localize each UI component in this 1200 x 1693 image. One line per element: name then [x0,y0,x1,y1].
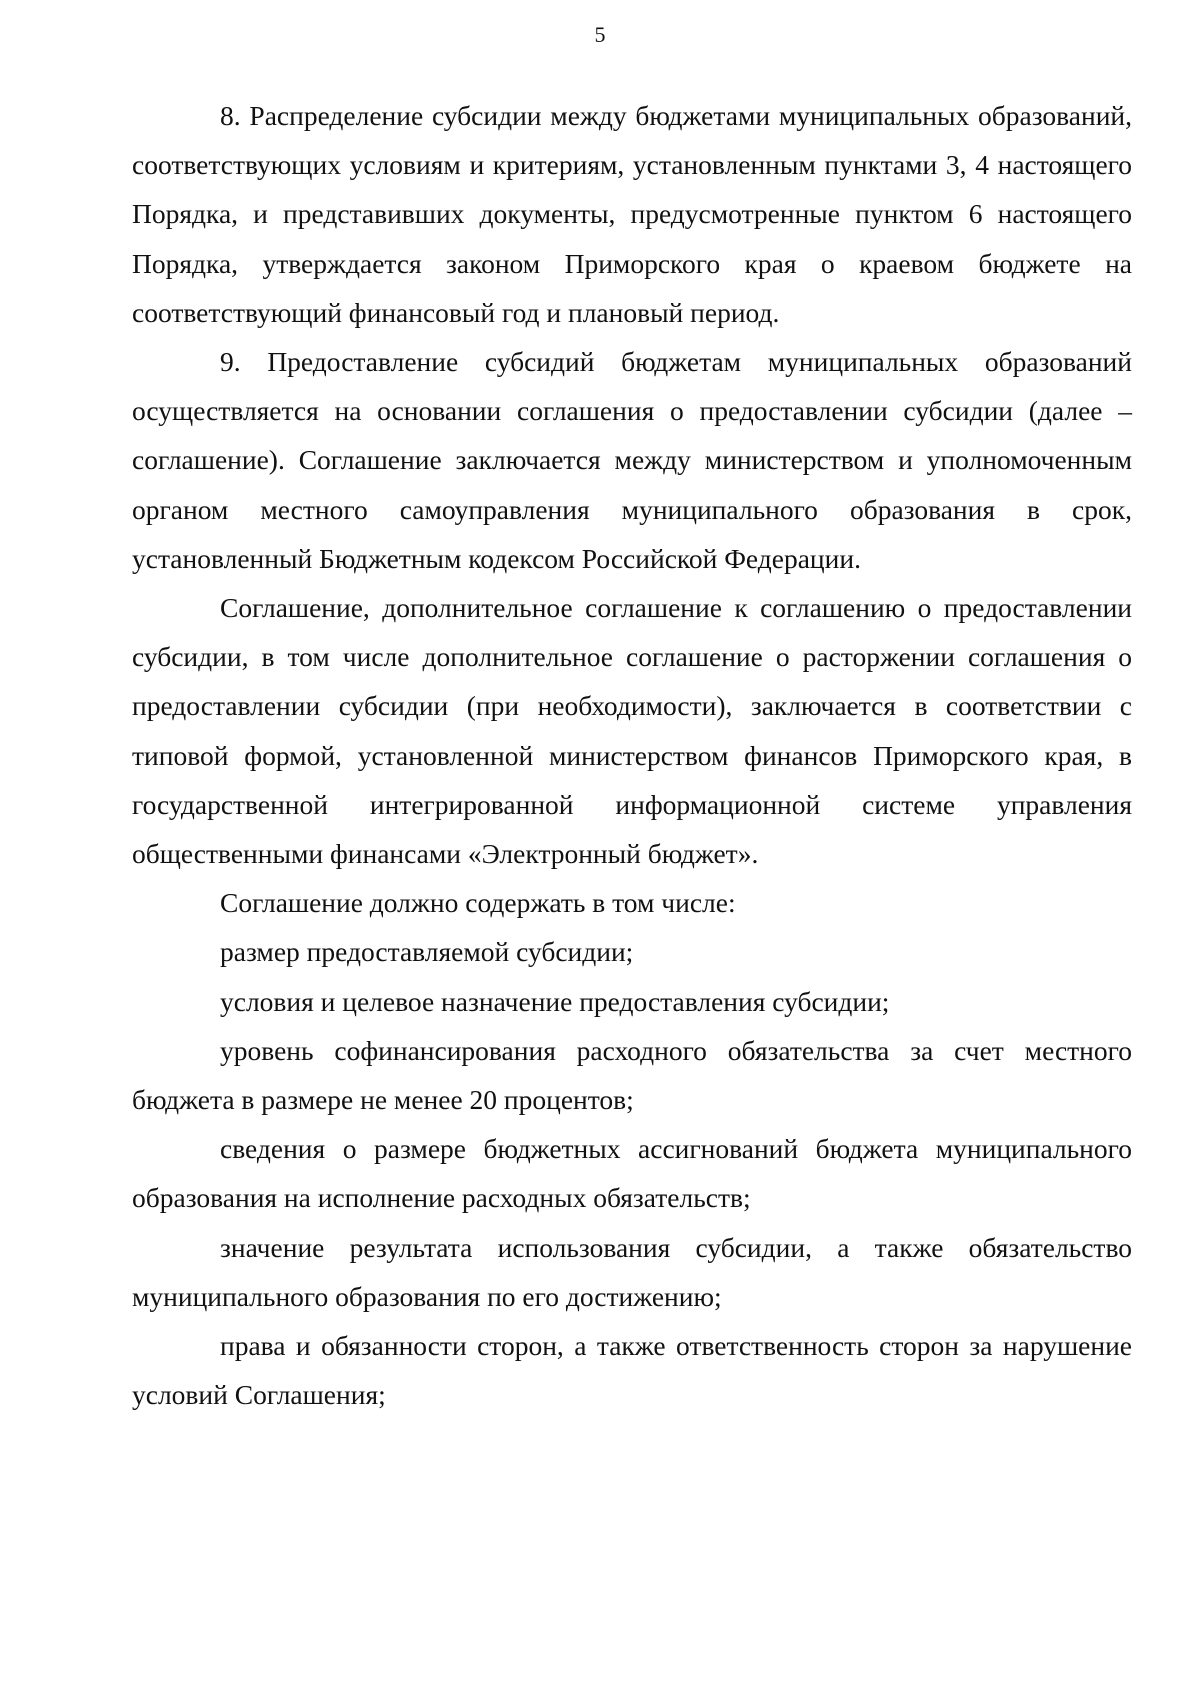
list-item-rights-obligations: права и обязанности сторон, а также ответственность сторон за нарушение условий Соглашения; [132,1330,1132,1411]
list-item-conditions-purpose: условия и целевое назначение предоставления субсидии; [220,985,890,1017]
list-item-cofinancing-level: уровень софинансирования расходного обязательства за счет местного бюджета в размере не менее 20 процентов; [132,1034,1132,1116]
list-item-subsidy-amount: размер предоставляемой субсидии; [220,936,634,968]
list-item-budget-allocations: сведения о размере бюджетных ассигнований бюджета муниципального образования на исполнение расходных обязательств; [132,1133,1132,1214]
list-item-result-value: значение результата использования субсидии, а также обязательство муниципального образования по его достижению; [132,1231,1132,1312]
page-number: 5 [594,22,606,47]
paragraph-agreement-form: Соглашение, дополнительное соглашение к соглашению о предоставлении субсидии, в том числе дополнительное соглашение о расторжении соглашения о предоставлении субсидии (при необходимости), заключается в соответствии с типовой формой, установленной министерством финансов Приморского края, в государственной интегрированной информационной системе управления общественными финансами «Электронный бюджет». [132,592,1132,870]
paragraph-9-subsidy-agreement: 9. Предоставление субсидий бюджетам муниципальных образований осуществляется на основании соглашения о предоставлении субсидии (далее – соглашение). Соглашение заключается между министерством и уполномоченным органом местного самоуправления муниципального образования в срок, установленный Бюджетным кодексом Российской Федерации. [132,346,1132,574]
document-body [132,91,1132,1419]
paragraph-8-subsidy-distribution: 8. Распределение субсидии между бюджетами муниципальных образований, соответствующих условиям и критериям, установленным пунктами 3, 4 настоящего Порядка, и представивших документы, предусмотренные пунктом 6 настоящего Порядка, утверждается законом Приморского края о краевом бюджете на соответствующий финансовый год и плановый период. [132,100,1132,328]
paragraph-agreement-contents-intro: Соглашение должно содержать в том числе: [220,887,736,919]
